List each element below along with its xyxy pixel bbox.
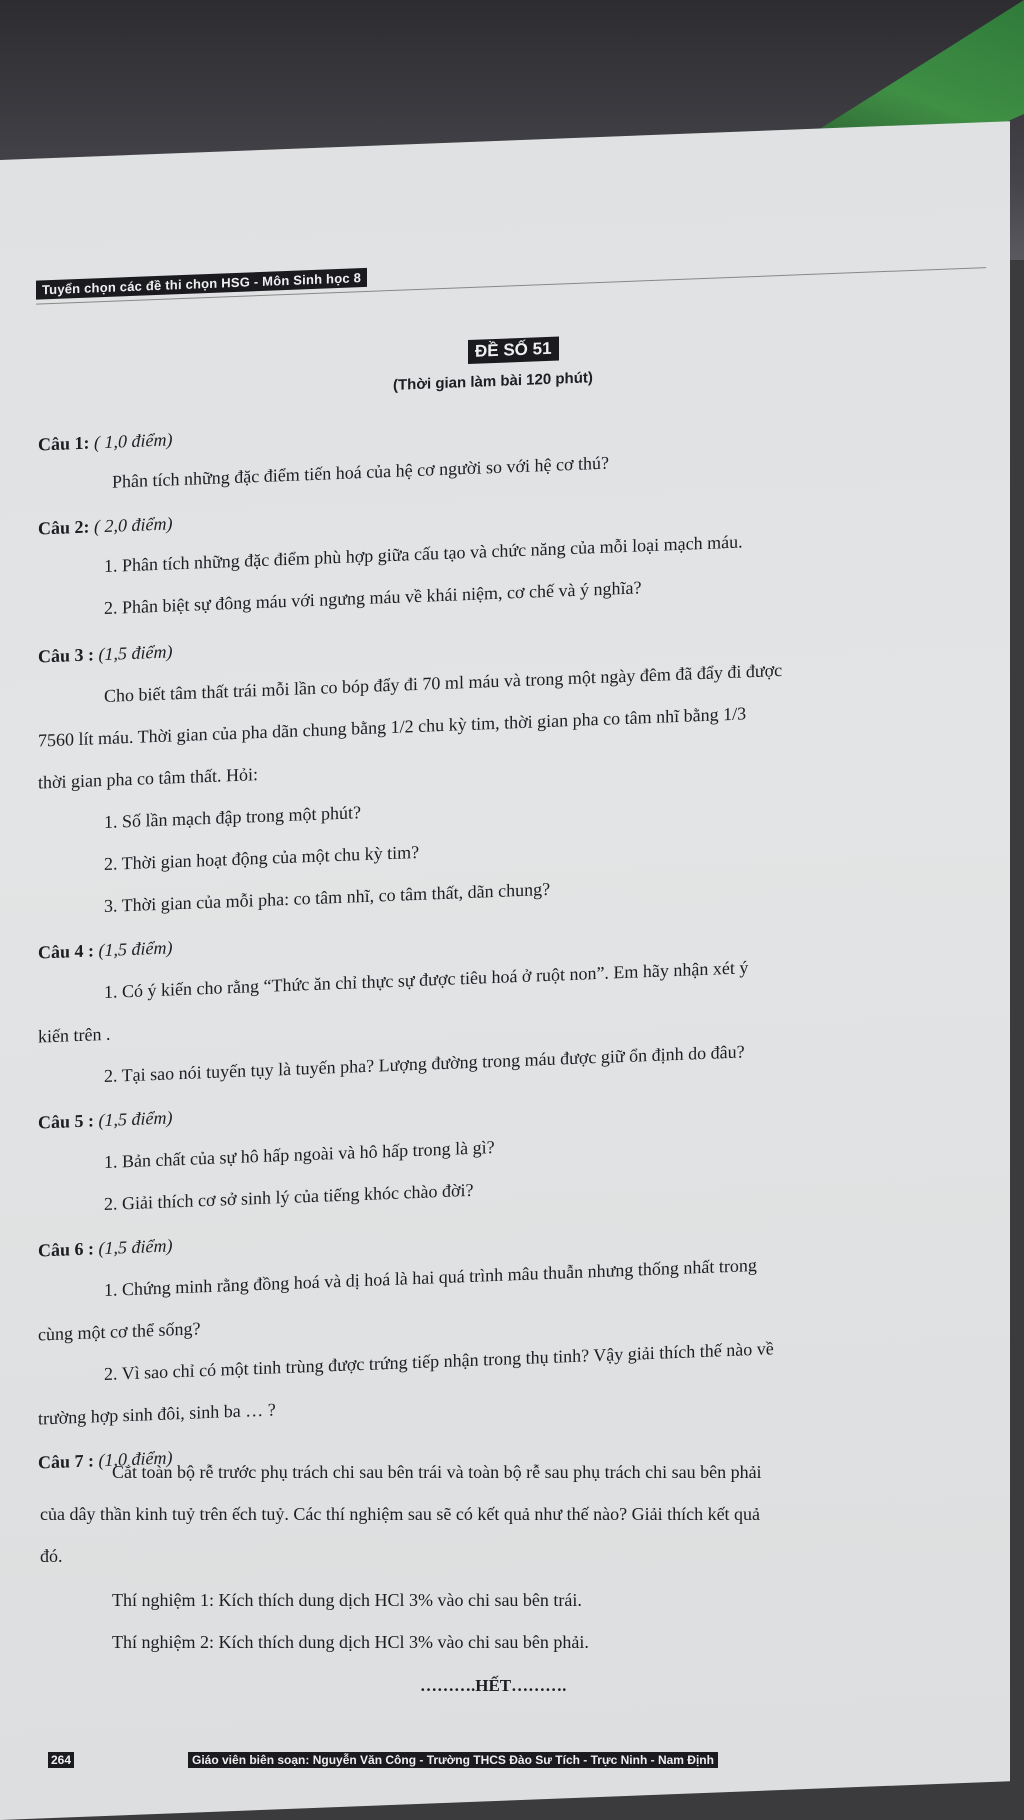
question-points: ( 1,0 điểm) (94, 429, 173, 453)
question-1-line: Phân tích những đặc điểm tiến hoá của hệ cơ người so với hệ cơ thú? (112, 452, 609, 492)
question-5-line: 1. Bản chất của sự hô hấp ngoài và hô hấp trong là gì? (104, 1136, 495, 1173)
question-6-line: cùng một cơ thể sống? (38, 1318, 201, 1345)
question-label: Câu 1: (38, 432, 90, 455)
question-2-line: 1. Phân tích những đặc điểm phù hợp giữa cấu tạo và chức năng của mỗi loại mạch máu. (104, 531, 743, 577)
question-points: ( 2,0 điểm) (94, 513, 173, 537)
question-points: (1,5 điểm) (98, 1107, 173, 1131)
question-7-line: đó. (40, 1546, 63, 1566)
question-points: (1,5 điểm) (98, 937, 173, 961)
end-mark: ……….HẾT………. (420, 1676, 567, 1695)
question-3-line: thời gian pha co tâm thất. Hỏi: (38, 764, 258, 793)
question-label: Câu 4 : (38, 940, 95, 963)
question-label: Câu 6 : (38, 1238, 95, 1261)
question-3-line: 7560 lít máu. Thời gian của pha dãn chung bằng 1/2 chu kỳ tim, thời gian pha co tâm nhĩ bằng 1/3 (38, 703, 747, 751)
question-6-line: 1. Chứng minh rằng đồng hoá và dị hoá là hai quá trình mâu thuẫn nhưng thống nhất trong (104, 1254, 757, 1301)
question-6-line: 2. Vì sao chỉ có một tinh trùng được trứng tiếp nhận trong thụ tinh? Vậy giải thích thế nào về (104, 1338, 774, 1385)
question-3-line: 2. Thời gian hoạt động của một chu kỳ tim? (104, 841, 420, 875)
question-points: (1,0 điểm) (98, 1447, 173, 1471)
page-number: 264 (48, 1752, 74, 1768)
question-6-line: trường hợp sinh đôi, sinh ba … ? (38, 1399, 276, 1429)
question-4-line: kiến trên . (38, 1023, 111, 1047)
question-3-line: 3. Thời gian của mỗi pha: co tâm nhĩ, co tâm thất, dãn chung? (104, 878, 551, 917)
question-3-line: 1. Số lần mạch đập trong một phút? (104, 802, 361, 833)
question-label: Câu 5 : (38, 1110, 95, 1133)
question-label: Câu 7 : (38, 1450, 95, 1473)
question-label: Câu 3 : (38, 644, 95, 667)
question-points: (1,5 điểm) (98, 641, 173, 665)
exam-title: ĐỀ SỐ 51 (468, 337, 559, 364)
question-7-line: Thí nghiệm 1: Kích thích dung dịch HCl 3% vào chi sau bên trái. (112, 1590, 582, 1610)
question-7-line: Cắt toàn bộ rễ trước phụ trách chi sau bên trái và toàn bộ rễ sau phụ trách chi sau bên phải (112, 1462, 762, 1482)
question-4-line: 1. Có ý kiến cho rằng “Thức ăn chỉ thực sự được tiêu hoá ở ruột non”. Em hãy nhận xét ý (104, 957, 749, 1003)
question-4-line: 2. Tại sao nói tuyến tụy là tuyến pha? Lượng đường trong máu được giữ ổn định do đâu? (104, 1041, 745, 1087)
book-title: Tuyển chọn các đề thi chọn HSG - Môn Sinh học 8 (36, 268, 367, 300)
question-points: (1,5 điểm) (98, 1235, 173, 1259)
question-label: Câu 2: (38, 516, 90, 539)
question-7-line: Thí nghiệm 2: Kích thích dung dịch HCl 3% vào chi sau bên phải. (112, 1632, 589, 1652)
question-5-line: 2. Giải thích cơ sở sinh lý của tiếng khóc chào đời? (104, 1179, 474, 1215)
question-7-line: của dây thần kinh tuỷ trên ếch tuỷ. Các thí nghiệm sau sẽ có kết quả như thế nào? Giải thích kết quả (40, 1504, 761, 1524)
exam-time: (Thời gian làm bài 120 phút) (393, 369, 593, 394)
question-3-line: Cho biết tâm thất trái mỗi lần co bóp đẩy đi 70 ml máu và trong một ngày đêm đã đẩy đi được (104, 659, 783, 707)
question-2-line: 2. Phân biệt sự đông máu với ngưng máu về khái niệm, cơ chế và ý nghĩa? (104, 577, 642, 619)
footer-author: Giáo viên biên soạn: Nguyễn Văn Công - Trường THCS Đào Sư Tích - Trực Ninh - Nam Định (188, 1752, 718, 1768)
